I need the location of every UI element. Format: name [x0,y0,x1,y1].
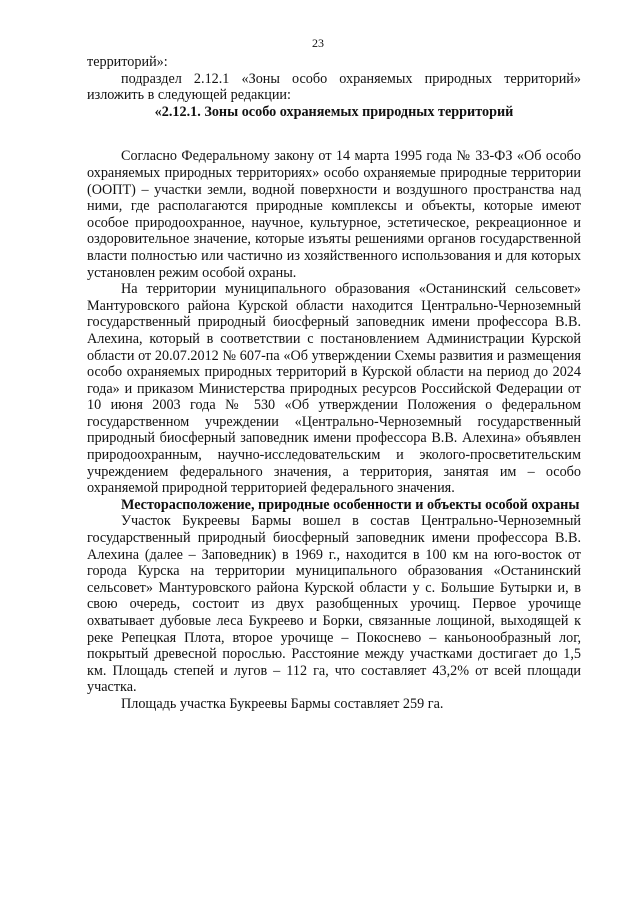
page-number: 23 [312,36,324,50]
paragraph-subsection-instruction: подраздел 2.12.1 «Зоны особо охраняемых природных территорий» изложить в следующей редакции: [87,70,581,104]
subsection-heading: Месторасположение, природные особенности и объекты особой охраны [121,496,580,513]
paragraph-site-area: Площадь участка Букреевы Бармы составляет 259 га. [121,695,444,712]
section-heading: «2.12.1. Зоны особо охраняемых природных территорий [154,103,514,120]
paragraph-site-description: Участок Букреевы Бармы вошел в состав Центрально-Черноземный государственный природный биосферный заповедник имени профессора В.В. Алехина (далее – Заповедник) в 1969 г., находится в 100 км на юго-восток от города Курска на территории муниципального образования «Останинский сельсовет» Мантуровского района Курской области у с. Большие Бутырки и, в свою очередь, состоит из двух разобщенных урочищ. Первое урочище охватывает дубовые леса Букреево и Борки, связанные лощиной, выходящей к реке Репецкая Плота, второе урочище – Покоснево – каньонообразный лог, покрытый древесной порослью. Расстояние между участками достигает до 1,5 км. Площадь степей и лугов – 112 га, что составляет 43,2% от всей площади участка. [87,513,581,696]
paragraph-continuation: территорий»: [87,54,168,70]
paragraph-oopt-definition: Согласно Федеральному закону от 14 марта 1995 года № 33-ФЗ «Об особо охраняемых природных территориях» особо охраняемые природные территории (ООПТ) – участки земли, водной поверхности и воздушного пространства над ними, где располагаются природные комплексы и объекты, которые имеют особое природоохранное, научное, культурное, эстетическое, рекреационное и оздоровительное значение, которые изъяты решениями органов государственной власти полностью или частично из хозяйственного использования и для которых установлен режим особой охраны. [87,148,581,281]
document-body [87,54,581,713]
paragraph-reserve-description: На территории муниципального образования «Останинский сельсовет» Мантуровского района Курской области находится Центрально-Черноземный государственный природный биосферный заповедник имени профессора В.В. Алехина, который в соответствии с постановлением Администрации Курской области от 20.07.2012 № 607-па «Об утверждении Схемы развития и размещения особо охраняемых природных территорий в Курской области на период до 2024 года» и приказом Министерства природных ресурсов Российской Федерации от 10 июня 2003 года № 530 «Об утверждении Положения о федеральном государственном учреждении «Центрально-Черноземный государственный природный биосферный заповедник имени профессора В.В. Алехина» объявлен природоохранным, научно-исследовательским и эколого-просветительским учреждением федерального значения, а территория, занятая им – особо охраняемой природной территорией федерального значения. [87,281,581,497]
